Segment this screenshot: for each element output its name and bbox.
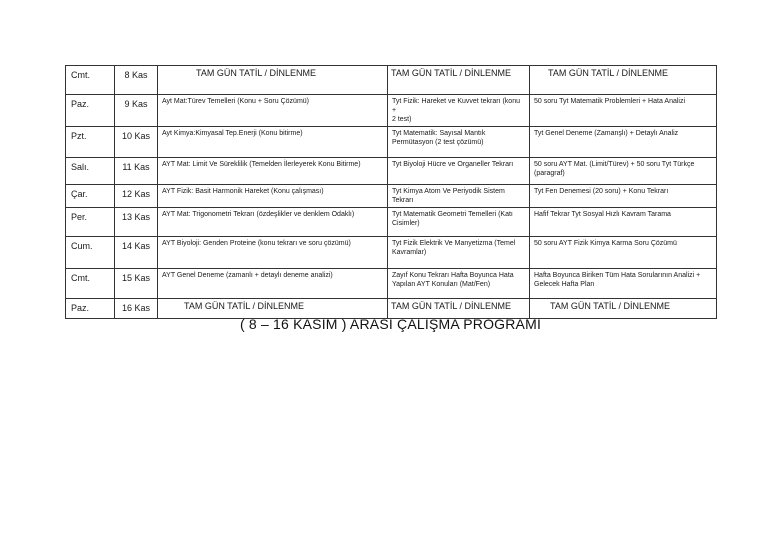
table-row [66, 66, 717, 95]
date-cell: 8 Kas [115, 66, 158, 95]
plan-cell: TAM GÜN TATİL / DİNLENME [388, 66, 530, 95]
date-cell: 9 Kas [115, 95, 158, 127]
plan-cell: AYT Genel Deneme (zamanlı + detaylı deneme analizi) [158, 269, 388, 299]
date-cell: 10 Kas [115, 127, 158, 158]
table-row [66, 185, 717, 208]
plan-cell: AYT Mat: Limit Ve Süreklilik (Temelden İlerleyerek Konu Bitirme) [158, 158, 388, 185]
date-cell: 11 Kas [115, 158, 158, 185]
plan-cell: Ayt Kimya:Kimyasal Tep.Enerji (Konu bitirme) [158, 127, 388, 158]
table-row [66, 269, 717, 299]
plan-cell: Tyt Matematik: Sayısal Mantık Permütasyon (2 test çözümü) [388, 127, 530, 158]
day-cell: Salı. [66, 158, 115, 185]
plan-cell: Tyt Genel Deneme (Zamanşlı) + Detaylı Analiz [530, 127, 717, 158]
plan-cell: 50 soru AYT Mat. (Limit/Türev) + 50 soru Tyt Türkçe (paragraf) [530, 158, 717, 185]
plan-cell: Hafta Boyunca Biriken Tüm Hata Sorularının Analizi + Gelecek Hafta Plan [530, 269, 717, 299]
day-cell: Cum. [66, 237, 115, 269]
plan-cell: Zayıf Konu Tekrarı Hafta Boyunca Hata Yapılan AYT Konuları (Mat/Fen) [388, 269, 530, 299]
plan-cell: TAM GÜN TATİL / DİNLENME [158, 66, 388, 95]
plan-cell: Hafif Tekrar Tyt Sosyal Hızlı Kavram Tarama [530, 208, 717, 237]
day-cell: Cmt. [66, 66, 115, 95]
plan-cell: AYT Mat: Trigonometri Tekrarı (özdeşlikler ve denklem Odaklı) [158, 208, 388, 237]
date-cell: 16 Kas [115, 299, 158, 319]
table-row [66, 127, 717, 158]
plan-cell: Tyt Fen Denemesi (20 soru) + Konu Tekrarı [530, 185, 717, 208]
plan-cell: AYT Biyoloji: Genden Proteine (konu tekrarı ve soru çözümü) [158, 237, 388, 269]
day-cell: Pzt. [66, 127, 115, 158]
page-title: ( 8 – 16 KASIM ) ARASI ÇALIŞMA PROGRAMI [239, 316, 542, 332]
plan-cell: 50 soru AYT Fizik Kimya Karma Soru Çözümü [530, 237, 717, 269]
plan-cell: Tyt Kimya Atom Ve Periyodik Sistem Tekrarı [388, 185, 530, 208]
day-cell: Paz. [66, 95, 115, 127]
plan-cell: TAM GÜN TATİL / DİNLENME [530, 66, 717, 95]
day-cell: Per. [66, 208, 115, 237]
schedule-table [65, 65, 717, 319]
plan-cell: AYT Fizik: Basit Harmonik Hareket (Konu çalışması) [158, 185, 388, 208]
date-cell: 12 Kas [115, 185, 158, 208]
day-cell: Cmt. [66, 269, 115, 299]
plan-cell: Tyt Fizik: Hareket ve Kuvvet tekrarı (konu + 2 test) [388, 95, 530, 127]
table-row [66, 158, 717, 185]
table-row [66, 95, 717, 127]
date-cell: 13 Kas [115, 208, 158, 237]
table-row [66, 237, 717, 269]
plan-cell: Tyt Biyoloji Hücre ve Organeller Tekrarı [388, 158, 530, 185]
day-cell: Paz. [66, 299, 115, 319]
plan-cell: 50 soru Tyt Matematik Problemleri + Hata Analizi [530, 95, 717, 127]
plan-cell: Tyt Matematik Geometri Temelleri (Katı Cisimler) [388, 208, 530, 237]
plan-cell: TAM GÜN TATİL / DİNLENME [158, 299, 388, 319]
plan-cell: TAM GÜN TATİL / DİNLENME [530, 299, 717, 319]
plan-cell: Ayt Mat:Türev Temelleri (Konu + Soru Çözümü) [158, 95, 388, 127]
day-cell: Çar. [66, 185, 115, 208]
date-cell: 14 Kas [115, 237, 158, 269]
plan-cell: TAM GÜN TATİL / DİNLENME [388, 299, 530, 319]
plan-cell: Tyt Fizik Elektrik Ve Manyetizma (Temel Kavramlar) [388, 237, 530, 269]
table-row [66, 208, 717, 237]
date-cell: 15 Kas [115, 269, 158, 299]
